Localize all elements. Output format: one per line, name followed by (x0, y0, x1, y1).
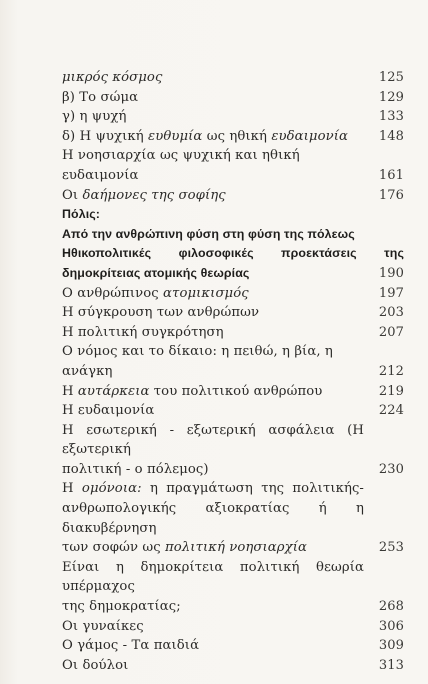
section-title: Πόλις: (62, 207, 101, 222)
toc-entry-title (62, 323, 372, 343)
toc-entry[interactable] (62, 617, 404, 637)
toc-entry[interactable] (62, 107, 404, 127)
entry-text-segment: ευδαιμονία (271, 128, 349, 144)
entry-text-segment: Ο γάμος - Τα παιδιά (62, 638, 200, 654)
toc-entry[interactable] (62, 401, 404, 421)
toc-page-number: 268 (378, 599, 404, 615)
toc-entry[interactable] (62, 68, 404, 88)
toc-page-number: 253 (378, 540, 404, 556)
toc-entry-line (62, 499, 404, 538)
toc-page-number: 207 (378, 324, 404, 340)
entry-text-segment: της δημοκρατίας; (62, 599, 181, 615)
section-subtitle-line: Ηθικοπολιτικές φιλοσοφικές προεκτάσεις της (62, 246, 404, 261)
toc-entry-title (62, 88, 372, 108)
entry-text-segment: β) Το σώμα (62, 89, 139, 105)
entry-text-segment: γ) η ψυχή (62, 109, 127, 125)
entry-text-segment: Η εσωτερική - εξωτερική ασφάλεια (Η εξωτερική (62, 422, 364, 458)
toc-entry[interactable] (62, 382, 404, 402)
toc-page-number: 306 (378, 618, 404, 634)
table-of-contents (62, 68, 404, 675)
toc-page-number: 129 (378, 89, 404, 105)
toc-page-number: 203 (378, 305, 404, 321)
toc-page-number: 224 (378, 403, 404, 419)
toc-entry[interactable] (62, 538, 404, 558)
toc-entry-title (62, 146, 372, 185)
section-heading-row (62, 205, 404, 225)
toc-page-number: 230 (378, 461, 404, 477)
entry-text-segment: Ο νόμος και το δίκαιο: η πειθώ, η βία, η ανάγκη (62, 344, 333, 379)
entry-text-segment: Η πολιτική συγκρότηση (62, 324, 224, 340)
entry-text-segment: πολιτική νοησιαρχία (165, 540, 308, 556)
toc-entry-title (62, 538, 372, 558)
section-subtitle-line: δημοκρίτειας ατομικής θεωρίας (62, 265, 250, 280)
toc-page-number: 219 (378, 383, 404, 399)
toc-entry-title (62, 342, 372, 381)
toc-entry[interactable] (62, 460, 404, 480)
entry-text-segment: Οι γυναίκες (62, 618, 144, 634)
toc-entry-title (62, 421, 372, 460)
toc-entry[interactable] (62, 146, 404, 185)
toc-entry-title (62, 460, 372, 480)
toc-page-number: 190 (378, 265, 404, 281)
entry-text-segment: ευθυμία (148, 128, 203, 144)
entry-text-segment: ως ηθική (202, 128, 272, 144)
toc-entry-title (62, 68, 372, 88)
toc-entry[interactable] (62, 88, 404, 108)
toc-entry-title (62, 597, 372, 617)
toc-entry[interactable] (62, 636, 404, 656)
toc-entry-title (62, 127, 372, 147)
toc-entry[interactable] (62, 342, 404, 381)
entry-text-segment: η πραγμάτωση της πολιτικής- (141, 481, 364, 497)
entry-text-segment: Οι δούλοι (62, 657, 129, 673)
toc-entry-line (62, 479, 404, 499)
toc-page-number: 212 (378, 363, 404, 379)
entry-text-segment: ομόνοια: (81, 481, 142, 497)
entry-text-segment: μικρός κόσμος (62, 70, 163, 85)
toc-entry-title (62, 636, 372, 656)
toc-entry-title (62, 382, 372, 402)
toc-page-number: 313 (378, 657, 404, 673)
entry-text-segment: Οι (62, 187, 83, 203)
toc-page-number: 133 (378, 109, 404, 125)
toc-entry-title (62, 479, 372, 499)
entry-text-segment: Η σύγκρουση των ανθρώπων (62, 305, 260, 321)
toc-page-number: 176 (378, 187, 404, 203)
entry-text-segment: του πολιτικού ανθρώπου (149, 383, 323, 399)
section-subtitle-line: Από την ανθρώπινη φύση στη φύση της πόλεως (62, 226, 355, 241)
entry-text-segment: Ο ανθρώπινος (62, 285, 164, 301)
toc-entry-title (62, 284, 372, 304)
toc-entry[interactable] (62, 186, 404, 206)
toc-entry-title (62, 303, 372, 323)
toc-entry[interactable] (62, 597, 404, 617)
entry-text-segment: Η (62, 481, 82, 497)
toc-page-number: 309 (378, 638, 404, 654)
toc-entry[interactable] (62, 303, 404, 323)
toc-entry-line (62, 558, 404, 597)
entry-text-segment: αυτάρκεια (77, 383, 150, 399)
entry-text-segment: Η ευδαιμονία (62, 403, 155, 419)
toc-entry[interactable] (62, 127, 404, 147)
toc-entry-title (62, 558, 372, 597)
entry-text-segment: ατομικισμός (163, 285, 249, 301)
toc-entry-title (62, 499, 372, 538)
toc-entry[interactable] (62, 323, 404, 343)
toc-entry-title (62, 186, 372, 206)
entry-text-segment: Η (62, 383, 78, 399)
toc-entry[interactable] (62, 656, 404, 676)
toc-entry-title (62, 656, 372, 676)
toc-entry-title (62, 617, 372, 637)
entry-text-segment: των σοφών ως (62, 540, 166, 556)
entry-text-segment: πολιτική - ο πόλεμος) (62, 461, 209, 477)
toc-entry[interactable] (62, 284, 404, 304)
toc-entry[interactable] (62, 264, 404, 284)
toc-entry-title (62, 401, 372, 421)
entry-text-segment: δ) Η ψυχική (62, 128, 149, 144)
toc-page-number: 125 (378, 70, 404, 85)
section-subtitle-row (62, 244, 404, 264)
toc-entry-title (62, 107, 372, 127)
toc-page-number: 197 (378, 285, 404, 301)
toc-page-number: 161 (378, 167, 404, 183)
entry-text-segment: ανθρωπολογικής αξιοκρατίας ή η διακυβέρνηση (62, 501, 364, 536)
entry-text-segment: Είναι η δημοκρίτεια πολιτική θεωρία υπέρμαχος (62, 559, 364, 595)
section-subtitle-row (62, 225, 404, 245)
toc-page-number: 148 (378, 128, 404, 144)
entry-text-segment: δαήμονες της σοφίης (82, 187, 226, 203)
entry-text-segment: Η νοησιαρχία ως ψυχική και ηθική ευδαιμονία (62, 148, 300, 183)
toc-entry-line (62, 421, 404, 460)
